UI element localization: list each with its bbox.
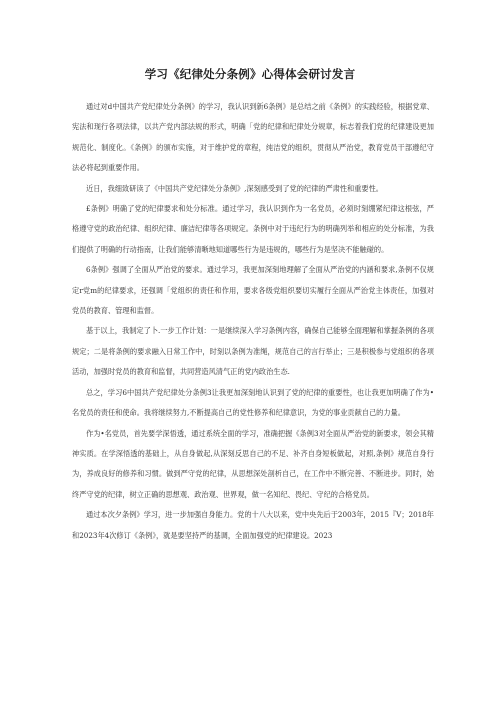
paragraph-8: 通过本次夕条例》学习，进一步加强自身能力。党的十八大以来，党中央先后于2003年，2015『V；2018年和2023年4次修订《条例》，就是要坚持严的基调，全面加强党的纪律建设。2023: [72, 510, 434, 540]
paragraph-3: £条例》明确了党的纪律要求和处分标准。通过学习，我认识到作为一名党员，必须时刻绷紧纪律这根弦，严格遵守党的政治纪律、组织纪律、廉洁纪律等各项规定。条例中对于违纪行为的明确列举和相应的处分标准，为我们提供了明确的行动指南，让我们能够清晰地知道哪些行为是违规的，哪些行为是坚决不能触碰的。: [72, 204, 434, 254]
paragraph-1: 通过对d中国共产党纪律处分条例》的学习，我认识到新6条例》是总结之前《条例》的实践经验，根据党章、宪法和现行各项法律，以共产党内部法规的形式，明确「党的纪律和纪律处分规章，标志着我们党的纪律建设更加规范化、制度化。《条例》的颁布实施，对于维护党的章程，纯洁党的组织，贯彻从严治党，教育党员干部遵纪守法必将起到重要作用。: [72, 102, 434, 173]
paragraph-5: 基于以上，我制定了卜.一步工作计划：一是继续深入学习条例内容，确保自己能够全面理解和掌握条例的各项规定；二是将条例的要求融入日常工作中，时刻以条例为准绳，规范自己的言行举止；三是积极参与党组织的各项活动，加强时党员的教育和监督，共同营造风清气正的党内政治生态.: [72, 326, 434, 377]
paragraph-6: 总之，学习6中国共产党纪律处分条例3让我更加深刻地认识到了党的纪律的重要性，也让我更加明确了作为•名党员的责任和使命。我将继续努力,不断提高自己的党性修养和纪律意识，为党的事业贡献自己的力量。: [72, 387, 434, 418]
paragraph-4: 6条例》强调了全面从严治党的要求。通过学习，我更加深刻地理解了全面从严治党的内涵和要求,条例不仅规定r党m的纪律要求，还强调「党组织的责任和作用，要求各级党组织要切实履行全面从严治党主体责任，加强对党员的教育、管理和监督。: [72, 265, 434, 316]
document-body: [72, 97, 434, 546]
document-title: 学习《纪律处分条例》心得体会研讨发言: [144, 67, 356, 81]
paragraph-7: 作为•名党员，首先要学深悟透，通过系统全面的学习，准确把握《条例3对全面从严治党的新要求，领会其精神实质。在学深悟透的基础上，从自身做起,从深刻反思自己的不足、补齐自身短板做起，对照,条例》规范自身行为，养成良好的修养和习惯。做到严守党的纪律，从思想深处剖析自己，在工作中不断完善、不断进步。同时，始终严守党的纪律，树立正确的思想观、政治观、世界观，做一名知纪、畏纪、守纪的合格党员。: [72, 428, 434, 499]
paragraph-2: 近日，我细致研读了《中国共产党纪律处分条例》,深刻感受到了党的纪律的严肃性和重要性。: [86, 183, 383, 193]
